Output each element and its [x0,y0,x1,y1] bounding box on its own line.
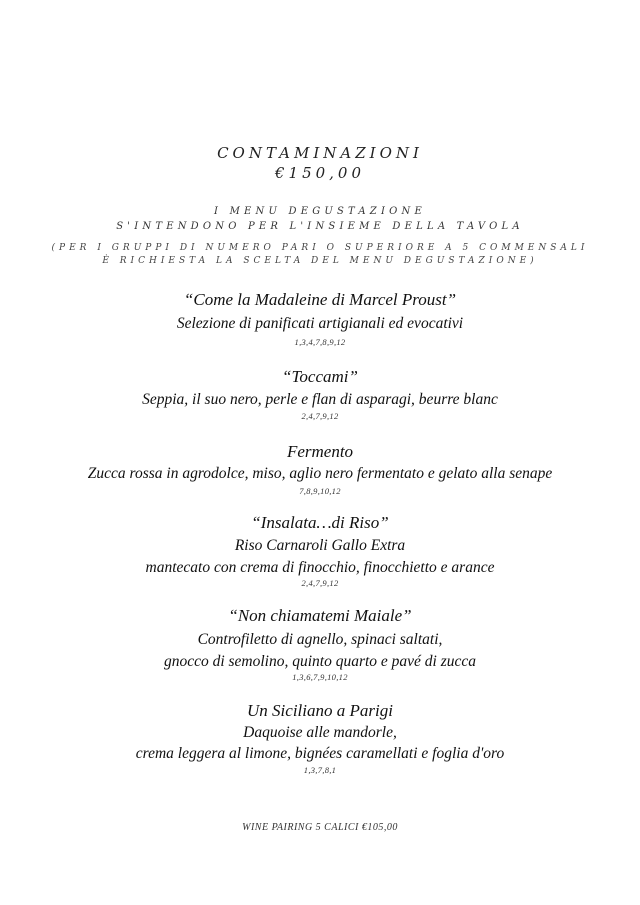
course-name: “Come la Madaleine di Marcel Proust” [183,290,457,309]
course-description: Daquoise alle mandorle, [243,724,397,741]
course-description: mantecato con crema di finocchio, finocchietto e arance [145,559,495,576]
course-description: gnocco di semolino, quinto quarto e pavé di zucca [163,653,477,670]
course-allergens: 7,8,9,10,12 [299,486,341,496]
wine-pairing: WINE PAIRING 5 CALICI €105,00 [242,822,398,833]
course-description: Zucca rossa in agrodolce, miso, aglio nero fermentato e gelato alla senape [87,465,553,482]
course-name: “Toccami” [282,367,358,386]
course-allergens: 2,4,7,9,12 [301,411,339,421]
menu-price: €150,00 [274,164,366,182]
course-name: “Insalata…di Riso” [251,513,389,532]
course-allergens: 2,4,7,9,12 [301,578,339,588]
menu-title: CONTAMINAZIONI [217,144,423,162]
course-name: “Non chiamatemi Maiale” [228,606,412,625]
course-description: Seppia, il suo nero, perle e flan di asparagi, beurre blanc [142,391,498,408]
course-name: Fermento [286,442,354,461]
tasting-note-line-1: I MENU DEGUSTAZIONE [214,206,426,217]
group-note-line-2: È RICHIESTA LA SCELTA DEL MENU DEGUSTAZIONE) [102,256,538,266]
course-allergens: 1,3,7,8,1 [303,765,337,775]
course-description: Selezione di panificati artigianali ed evocativi [176,315,464,332]
course-description: Controfiletto di agnello, spinaci saltati, [197,631,443,648]
course-description: crema leggera al limone, bignées caramellati e foglia d'oro [135,745,505,762]
course-description: Riso Carnaroli Gallo Extra [234,537,406,554]
course-allergens: 1,3,4,7,8,9,12 [294,337,346,347]
group-note-line-1: (PER I GRUPPI DI NUMERO PARI O SUPERIORE A 5 COMMENSALI [51,243,589,253]
course-allergens: 1,3,6,7,9,10,12 [292,672,348,682]
course-name: Un Siciliano a Parigi [247,701,393,720]
tasting-note-line-2: S'INTENDONO PER L'INSIEME DELLA TAVOLA [116,221,524,232]
